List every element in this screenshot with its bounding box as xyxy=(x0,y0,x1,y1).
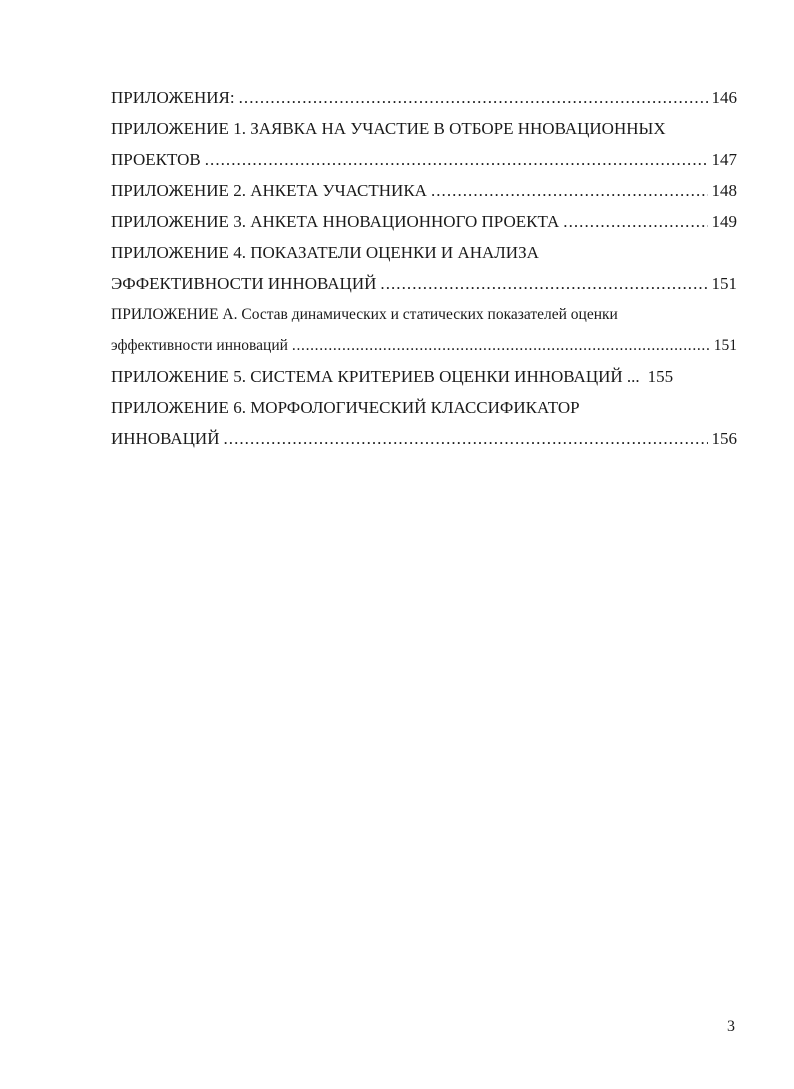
leader-dots xyxy=(563,206,707,237)
toc-entry-page: 155 xyxy=(647,367,674,386)
toc-entry-appendix-a-line2[interactable] xyxy=(111,330,737,361)
toc-entry-appendix-4-line1[interactable] xyxy=(111,237,737,268)
toc-entry-title: ПРИЛОЖЕНИЕ 6. МОРФОЛОГИЧЕСКИЙ КЛАССИФИКАТОР xyxy=(111,398,580,417)
toc-entry-appendix-5[interactable] xyxy=(111,361,737,392)
toc-entry-appendix-1-line2[interactable] xyxy=(111,144,737,175)
toc-entry-title: ПРИЛОЖЕНИЕ 5. СИСТЕМА КРИТЕРИЕВ ОЦЕНКИ ИННОВАЦИЙ ... xyxy=(111,367,640,386)
toc-entry-appendices[interactable] xyxy=(111,82,737,113)
toc-entry-title: ПРИЛОЖЕНИЕ А. Состав динамических и статических показателей оценки xyxy=(111,306,618,323)
page-number: 3 xyxy=(727,1018,735,1035)
toc-entry-page: 149 xyxy=(711,212,737,231)
leader-dots xyxy=(205,144,708,175)
toc-entry-page: 151 xyxy=(711,274,737,293)
toc-entry-appendix-4-line2[interactable] xyxy=(111,268,737,299)
toc-entry-title-continued: эффективности инноваций xyxy=(111,337,288,354)
toc-entry-title-continued: ЭФФЕКТИВНОСТИ ИННОВАЦИЙ xyxy=(111,274,377,293)
leader-dots xyxy=(223,423,707,454)
leader-dots xyxy=(292,330,710,361)
toc-entry-appendix-3[interactable] xyxy=(111,206,737,237)
toc-entry-title-continued: ПРОЕКТОВ xyxy=(111,150,201,169)
toc-entry-title: ПРИЛОЖЕНИЕ 1. ЗАЯВКА НА УЧАСТИЕ В ОТБОРЕ ННОВАЦИОННЫХ xyxy=(111,119,666,138)
toc-entry-appendix-6-line2[interactable] xyxy=(111,423,737,454)
toc-entry-title-continued: ИННОВАЦИЙ xyxy=(111,429,220,448)
toc-entry-title: ПРИЛОЖЕНИЕ 4. ПОКАЗАТЕЛИ ОЦЕНКИ И АНАЛИЗА xyxy=(111,243,539,262)
toc-entry-appendix-2[interactable] xyxy=(111,175,737,206)
toc-entry-title: ПРИЛОЖЕНИЯ: xyxy=(111,88,235,107)
leader-dots xyxy=(431,175,708,206)
leader-dots xyxy=(239,82,708,113)
toc-entry-page: 148 xyxy=(711,181,737,200)
leader-dots xyxy=(380,268,707,299)
toc-entry-page: 147 xyxy=(711,150,737,169)
toc-entry-page: 146 xyxy=(711,88,737,107)
toc-entry-appendix-1-line1[interactable] xyxy=(111,113,737,144)
table-of-contents xyxy=(111,82,737,454)
toc-entry-page: 151 xyxy=(713,337,737,354)
toc-entry-page: 156 xyxy=(711,429,737,448)
toc-entry-appendix-a-line1[interactable] xyxy=(111,299,737,330)
toc-entry-appendix-6-line1[interactable] xyxy=(111,392,737,423)
toc-entry-title: ПРИЛОЖЕНИЕ 2. АНКЕТА УЧАСТНИКА xyxy=(111,181,427,200)
toc-entry-title: ПРИЛОЖЕНИЕ 3. АНКЕТА ННОВАЦИОННОГО ПРОЕКТА xyxy=(111,212,560,231)
